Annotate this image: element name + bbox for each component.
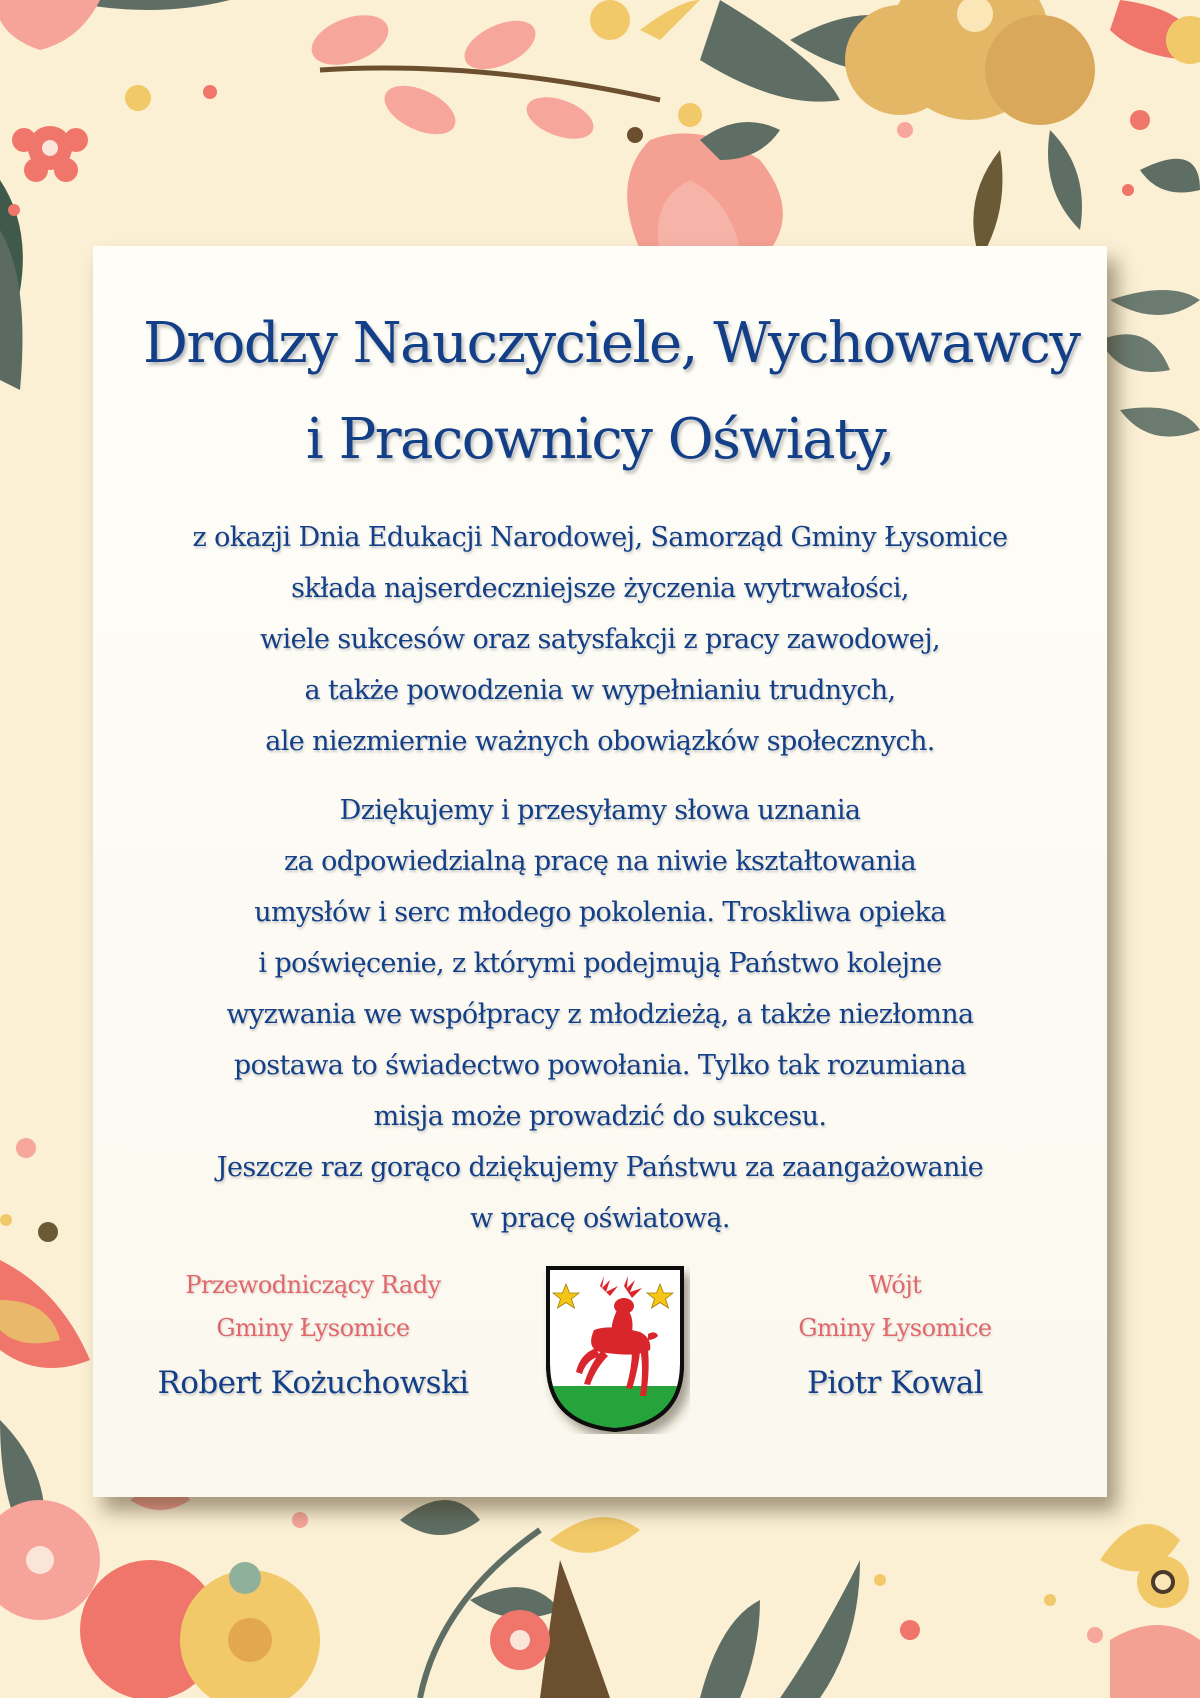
flower-icon: [0, 0, 217, 216]
dot-icon: [0, 1138, 58, 1242]
greeting-line: Drodzy Nauczyciele, Wychowawcy: [143, 311, 1080, 376]
text-line: umysłów i serc młodego pokolenia. Troskliwa opieka: [254, 897, 946, 928]
text-line: ale niezmiernie ważnych obowiązków społecznych.: [265, 726, 935, 757]
text-line: i poświęcenie, z którymi podejmują Państwo kolejne: [258, 948, 942, 979]
text-line: Jeszcze raz gorąco dziękujemy Państwu za zaangażowanie: [216, 1152, 984, 1183]
role-line: Gminy Łysomice: [216, 1314, 410, 1342]
signatures-section: [93, 1264, 1107, 1464]
text-line: w pracę oświatową.: [470, 1203, 730, 1234]
signature-name: Piotr Kowal: [807, 1365, 983, 1401]
branch-icon: [305, 6, 702, 147]
text-line: Dziękujemy i przesyłamy słowa uznania: [339, 795, 861, 826]
greeting-card: [93, 246, 1107, 1497]
coat-of-arms-deer-icon: [540, 1264, 690, 1434]
text-line: składa najserdeczniejsze życzenia wytrwałości,: [291, 573, 909, 604]
signature-name: Robert Kożuchowski: [157, 1365, 469, 1401]
text-line: a także powodzenia w wypełnianiu trudnych,: [304, 675, 896, 706]
role-line: Wójt: [868, 1271, 922, 1299]
text-line: misja może prowadzić do sukcesu.: [373, 1101, 827, 1132]
leaf-icon: [1100, 159, 1200, 437]
text-line: za odpowiedzialną pracę na niwie kształtowania: [283, 846, 916, 877]
thanks-paragraph: [143, 785, 1057, 1244]
branch-icon: [400, 1500, 920, 1698]
signature-mayor: [715, 1264, 1075, 1403]
text-line: wyzwania we współpracy z młodzieżą, a także niezłomna: [226, 999, 974, 1030]
text-line: wiele sukcesów oraz satysfakcji z pracy zawodowej,: [260, 624, 940, 655]
text-line: postawa to świadectwo powołania. Tylko tak rozumiana: [233, 1050, 967, 1081]
flower-icon: [1044, 1524, 1200, 1698]
signature-role: [715, 1264, 1075, 1350]
signature-council-chairman: [133, 1264, 493, 1403]
text-line: z okazji Dnia Edukacji Narodowej, Samorząd Gminy Łysomice: [192, 522, 1008, 553]
role-line: Przewodniczący Rady: [185, 1271, 441, 1299]
flower-icon: [627, 122, 783, 250]
signature-role: [133, 1264, 493, 1350]
wishes-paragraph: [143, 512, 1057, 767]
greeting-line: i Pracownicy Oświaty,: [305, 407, 895, 472]
greeting-title: [143, 296, 1080, 488]
role-line: Gminy Łysomice: [798, 1314, 992, 1342]
